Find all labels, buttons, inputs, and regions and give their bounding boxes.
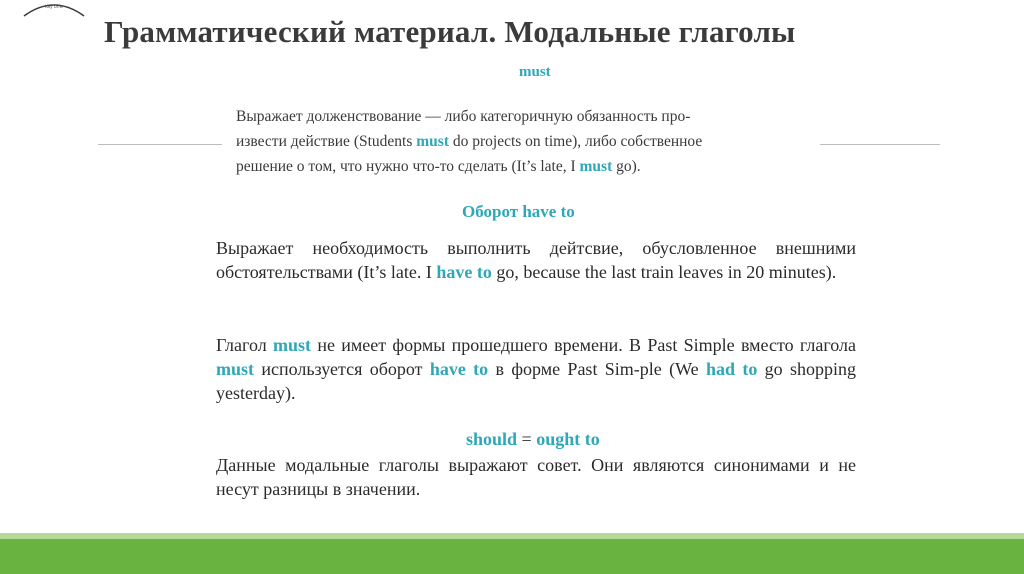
past-text-e: go shopping yesterday).: [216, 359, 856, 403]
must-keyword: must: [579, 158, 613, 175]
must-line-2: [236, 129, 836, 154]
past-text-a: Глагол: [216, 335, 274, 355]
arc-logo-icon: [22, 0, 86, 18]
equals-sign: =: [517, 429, 537, 449]
divider-right: [820, 144, 940, 145]
should-heading: [466, 429, 600, 450]
must-line-1: [236, 104, 836, 129]
logo-text: — Key Offer —: [40, 4, 70, 9]
footer-band: [0, 539, 1024, 574]
have-to-keyword: have to: [436, 262, 492, 282]
have-to-text: Выражает необходимость выполнить дейтсвие, обусловленное внешними обстоятельствами (It’s late. I: [216, 238, 856, 282]
must-line-1-text: Выражает долженствование — либо категоричную обязанность про-: [236, 108, 691, 125]
must-line-3-text: решение о том, что нужно что-то сделать (It’s late, I: [236, 158, 580, 175]
must-heading: must: [519, 64, 551, 80]
past-text-b: не имеет формы прошедшего времени. В Past Simple вместо глагола: [311, 335, 856, 355]
divider-left: [98, 144, 222, 145]
must-description: [236, 104, 836, 179]
must-line-2-tail: do projects on time), либо собственное: [448, 133, 703, 150]
must-line-3: [236, 154, 836, 179]
must-keyword: must: [216, 359, 255, 379]
must-keyword: must: [416, 133, 449, 150]
ought-to-keyword: ought to: [536, 429, 600, 449]
should-keyword: should: [466, 429, 518, 449]
must-line-2-text: извести действие (Students: [236, 133, 417, 150]
past-text-d: в форме Past Sim-ple (We: [488, 359, 706, 379]
must-keyword: must: [273, 335, 312, 355]
page-title: Грамматический материал. Модальные глаголы: [104, 14, 796, 49]
logo: [22, 0, 86, 18]
have-to-keyword: have to: [429, 359, 489, 379]
have-to-paragraph: [216, 236, 856, 284]
had-to-keyword: had to: [705, 359, 758, 379]
past-simple-paragraph: [216, 333, 856, 405]
must-line-3-tail: go).: [612, 158, 641, 175]
have-to-heading: Оборот have to: [462, 202, 575, 221]
have-to-text-tail: go, because the last train leaves in 20 minutes).: [491, 262, 837, 282]
should-paragraph: Данные модальные глаголы выражают совет. Они являются синонимами и не несут разницы в значении.: [216, 455, 856, 499]
past-text-c: используется оборот: [254, 359, 430, 379]
